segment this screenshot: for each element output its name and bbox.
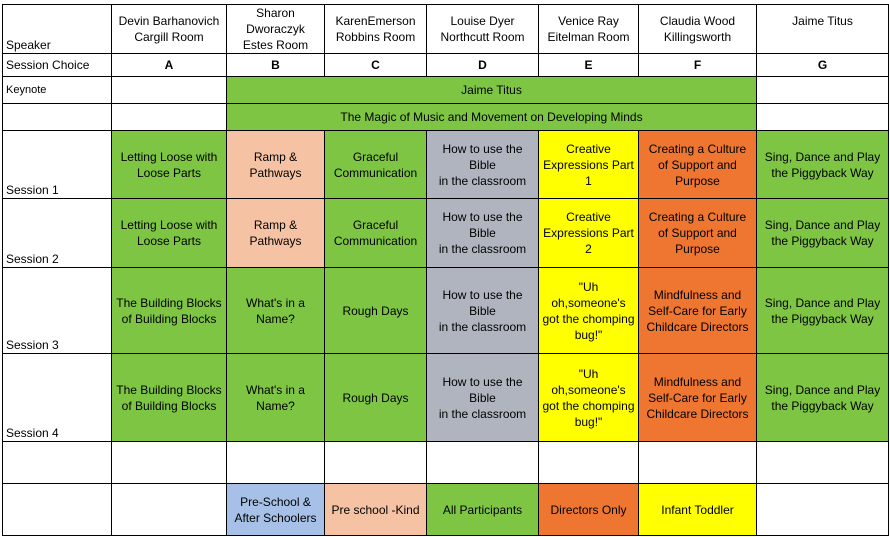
session-choice-row [3, 54, 889, 77]
legend-preschool-after-line1: Pre-School & [240, 494, 311, 509]
session-3-cell-a [112, 268, 227, 354]
session-1-cell-a-line2: Loose Parts [136, 165, 202, 180]
speaker-b-room: Estes Room [242, 38, 309, 52]
session-2-cell-g [757, 199, 889, 268]
session-3-cell-g-line1: Sing, Dance and Play [764, 295, 881, 310]
session-1-cell-d-line2: in the classroom [438, 173, 527, 188]
session-1-cell-c-line2: Communication [333, 165, 418, 180]
session-4-cell-c [325, 354, 427, 442]
session-2-cell-f-line1: Creating a Culture [648, 210, 747, 224]
speaker-f-name: Claudia Wood [659, 14, 736, 28]
keynote-row [3, 77, 889, 104]
session-1-cell-e-line2: Expressions Part [543, 157, 634, 172]
speaker-d-room: Northcutt Room [440, 30, 525, 44]
speaker-e [539, 5, 639, 54]
speaker-c-room: Robbins Room [335, 30, 416, 44]
session-3-cell-b-line1: What's in a [246, 295, 305, 310]
session-1-cell-d [427, 131, 539, 199]
speaker-label: Speaker [3, 5, 112, 54]
speaker-f-room: Killingsworth [663, 30, 732, 44]
session-2-cell-d-line1: How to use the Bible [442, 210, 523, 240]
session-3-cell-a-line1: The Building Blocks [116, 295, 222, 310]
session-3-cell-f-line3: Childcare Directors [646, 319, 749, 334]
choice-letter-d: D [427, 54, 539, 77]
session-2-cell-a-line2: Loose Parts [136, 234, 202, 248]
blank-row [3, 442, 889, 484]
choice-letter-e: E [539, 54, 639, 77]
session-1-cell-g-line1: Sing, Dance and Play [764, 149, 881, 164]
session-2-cell-f [639, 199, 757, 268]
speaker-f [639, 5, 757, 54]
session-3-cell-e-line3: bug!" [574, 327, 603, 342]
session-1-cell-c [325, 131, 427, 199]
session-2-cell-e-line2: Expressions Part [543, 226, 634, 240]
session-2-cell-a-line1: Letting Loose with [120, 218, 218, 232]
session-3-cell-c-line1: Rough Days [342, 303, 409, 318]
session-2-cell-c [325, 199, 427, 268]
session-3-cell-a-line2: of Building Blocks [121, 311, 217, 326]
session-choice-label: Session Choice [3, 54, 112, 77]
session-1-cell-g-line2: the Piggyback Way [771, 165, 874, 180]
keynote-label: Keynote [3, 77, 112, 104]
schedule-table [2, 4, 889, 536]
session-4-cell-d [427, 354, 539, 442]
session-3-cell-d-line2: in the classroom [438, 319, 527, 334]
session-2-cell-f-line3: Purpose [675, 242, 720, 256]
speaker-g-name: Jaime Titus [792, 14, 853, 28]
session-2-cell-b-line2: Pathways [249, 234, 302, 248]
session-1-cell-f-line2: of Support and [658, 157, 737, 172]
session-3-cell-f-line1: Mindfulness and [653, 287, 742, 302]
session-1-cell-a-line1: Letting Loose with [120, 149, 218, 164]
session-4-cell-f-line2: Self-Care for Early [648, 390, 747, 405]
session-1-cell-d-line1: How to use the Bible [442, 141, 523, 172]
speaker-c [325, 5, 427, 54]
session-2-cell-c-line1: Graceful [352, 218, 399, 232]
session-1-cell-g [757, 131, 889, 199]
session-4-cell-a-line1: The Building Blocks [116, 382, 222, 397]
session-label: Session 4 [3, 354, 112, 442]
session-1-cell-c-line1: Graceful [352, 149, 399, 164]
speaker-b-name: Sharon Dworaczyk [246, 6, 305, 36]
speaker-e-room: Eitelman Room [547, 30, 630, 44]
legend-preschool-after-line2: After Schoolers [234, 510, 317, 525]
session-3-cell-f [639, 268, 757, 354]
blank-cell [757, 442, 889, 484]
keynote-blank-a [112, 77, 227, 104]
session-1-cell-e-line1: Creative [566, 141, 611, 156]
session-3-cell-b-line2: Name? [256, 311, 295, 326]
session-2-cell-e [539, 199, 639, 268]
keynote-title-blank-g [757, 104, 889, 131]
keynote-title-row [3, 104, 889, 131]
session-4-cell-g-line2: the Piggyback Way [771, 398, 874, 413]
session-4-cell-a [112, 354, 227, 442]
choice-letter-f: F [639, 54, 757, 77]
session-4-cell-f-line1: Mindfulness and [653, 374, 742, 389]
session-2-cell-e-line1: Creative [566, 210, 611, 224]
keynote-blank-g [757, 77, 889, 104]
session-3-cell-e-line2: got the chomping [542, 311, 635, 326]
session-4-cell-e [539, 354, 639, 442]
choice-letter-a: A [112, 54, 227, 77]
session-4-cell-b [227, 354, 325, 442]
legend-preschool-after [227, 484, 325, 536]
session-2-cell-g-line2: the Piggyback Way [771, 234, 874, 248]
speaker-b [227, 5, 325, 54]
session-2-cell-e-line3: 2 [585, 242, 592, 256]
session-label: Session 2 [3, 199, 112, 268]
session-3-cell-e-line1: "Uh oh,someone's [551, 279, 626, 310]
session-1-cell-e [539, 131, 639, 199]
speaker-a-room: Cargill Room [134, 30, 204, 44]
blank-cell [427, 442, 539, 484]
session-2-cell-d-line2: in the classroom [438, 242, 527, 256]
session-4-cell-g [757, 354, 889, 442]
speaker-a [112, 5, 227, 54]
speaker-a-name: Devin Barhanovich [118, 14, 220, 28]
session-1-cell-b [227, 131, 325, 199]
blank-cell [227, 442, 325, 484]
session-1-cell-e-line3: 1 [585, 173, 592, 188]
session-row-4 [3, 354, 889, 442]
session-4-cell-f [639, 354, 757, 442]
legend-blank-g [757, 484, 889, 536]
blank-cell [3, 442, 112, 484]
session-4-cell-d-line2: in the classroom [438, 406, 527, 421]
session-4-cell-f-line3: Childcare Directors [646, 406, 749, 421]
speaker-d [427, 5, 539, 54]
session-3-cell-g-line2: the Piggyback Way [771, 311, 874, 326]
session-1-cell-a [112, 131, 227, 199]
blank-cell [639, 442, 757, 484]
session-1-cell-f [639, 131, 757, 199]
session-4-cell-g-line1: Sing, Dance and Play [764, 382, 881, 397]
session-2-cell-c-line2: Communication [333, 234, 418, 248]
speaker-e-name: Venice Ray [558, 14, 619, 28]
session-3-cell-e [539, 268, 639, 354]
keynote-title-blank-a [112, 104, 227, 131]
choice-letter-b: B [227, 54, 325, 77]
legend-blank-a [112, 484, 227, 536]
session-2-cell-d [427, 199, 539, 268]
session-3-cell-f-line2: Self-Care for Early [648, 303, 747, 318]
speaker-row [3, 5, 889, 54]
session-row-2 [3, 199, 889, 268]
legend-infant-toddler: Infant Toddler [639, 484, 757, 536]
blank-cell [325, 442, 427, 484]
session-4-cell-d-line1: How to use the Bible [442, 374, 523, 405]
session-4-cell-e-line1: "Uh oh,someone's [551, 366, 626, 397]
choice-letter-g: G [757, 54, 889, 77]
session-4-cell-e-line3: bug!" [574, 414, 603, 429]
session-row-3 [3, 268, 889, 354]
speaker-d-name: Louise Dyer [450, 14, 515, 28]
session-4-cell-b-line1: What's in a [246, 382, 305, 397]
session-label: Session 3 [3, 268, 112, 354]
legend-row [3, 484, 889, 536]
session-2-cell-g-line1: Sing, Dance and Play [764, 218, 881, 232]
keynote-speaker: Jaime Titus [227, 77, 757, 104]
legend-blank-label [3, 484, 112, 536]
session-1-cell-b-line2: Pathways [249, 165, 302, 180]
keynote-title: The Magic of Music and Movement on Developing Minds [227, 104, 757, 131]
session-2-cell-b-line1: Ramp & [253, 218, 298, 232]
session-1-cell-f-line3: Purpose [675, 173, 720, 188]
session-3-cell-b [227, 268, 325, 354]
session-4-cell-c-line1: Rough Days [342, 390, 409, 405]
session-4-cell-b-line2: Name? [256, 398, 295, 413]
speaker-g [757, 5, 889, 54]
speaker-c-name: KarenEmerson [335, 14, 416, 28]
choice-letter-c: C [325, 54, 427, 77]
session-4-cell-e-line2: got the chomping [542, 398, 635, 413]
session-3-cell-g [757, 268, 889, 354]
session-row-1 [3, 131, 889, 199]
session-3-cell-d [427, 268, 539, 354]
session-3-cell-c [325, 268, 427, 354]
legend-all-participants: All Participants [427, 484, 539, 536]
blank-cell [112, 442, 227, 484]
session-label: Session 1 [3, 131, 112, 199]
session-4-cell-a-line2: of Building Blocks [121, 398, 217, 413]
session-1-cell-b-line1: Ramp & [253, 149, 298, 164]
blank-cell [539, 442, 639, 484]
session-2-cell-a [112, 199, 227, 268]
legend-preschool-kind: Pre school -Kind [325, 484, 427, 536]
keynote-title-blank-label [3, 104, 112, 131]
session-3-cell-d-line1: How to use the Bible [442, 287, 523, 318]
session-2-cell-f-line2: of Support and [658, 226, 737, 240]
session-1-cell-f-line1: Creating a Culture [648, 141, 747, 156]
legend-directors-only: Directors Only [539, 484, 639, 536]
session-2-cell-b [227, 199, 325, 268]
